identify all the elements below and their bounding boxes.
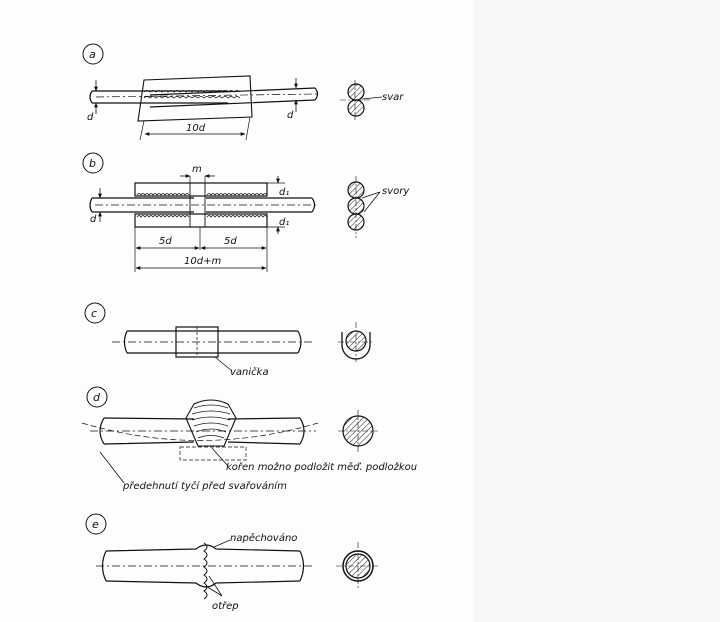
figure-e-callout-napechovano: napěchováno (230, 533, 298, 544)
figure-a (83, 44, 404, 140)
figure-a-callout-svar: svar (382, 92, 404, 103)
figure-b-label: b (89, 157, 96, 170)
figure-c (85, 303, 374, 378)
figure-d-callout-root: kořen možno podložit měď. podložkou (226, 462, 418, 473)
figure-d (82, 387, 417, 492)
figure-b-dim-d1-bottom: d₁ (279, 217, 290, 228)
figure-e-callout-otrep: otřep (212, 601, 239, 612)
figure-a-dim-d-right: d (287, 110, 294, 121)
figure-a-label: a (89, 48, 96, 61)
figure-e-label: e (92, 518, 99, 531)
figure-b (83, 153, 410, 272)
figure-d-callout-bend: předehnutí tyčí před svařováním (123, 481, 287, 492)
figure-b-callout-svory: svory (382, 186, 410, 197)
figure-c-label: c (91, 307, 98, 320)
figure-b-dim-left: 5d (159, 236, 172, 247)
figure-b-dim-right: 5d (224, 236, 237, 247)
figure-b-dim-m: m (192, 164, 202, 175)
figure-b-dim-total: 10d+m (184, 256, 222, 267)
figure-d-label: d (93, 391, 100, 404)
figure-a-dim-d-left: d (87, 112, 94, 123)
figure-b-dim-d-left: d (90, 214, 97, 225)
figure-a-dim-length: 10d (186, 123, 206, 134)
figure-e (86, 514, 380, 612)
figure-b-dim-d1-top: d₁ (279, 187, 290, 198)
figure-c-callout-vanicka: vanička (230, 367, 269, 378)
